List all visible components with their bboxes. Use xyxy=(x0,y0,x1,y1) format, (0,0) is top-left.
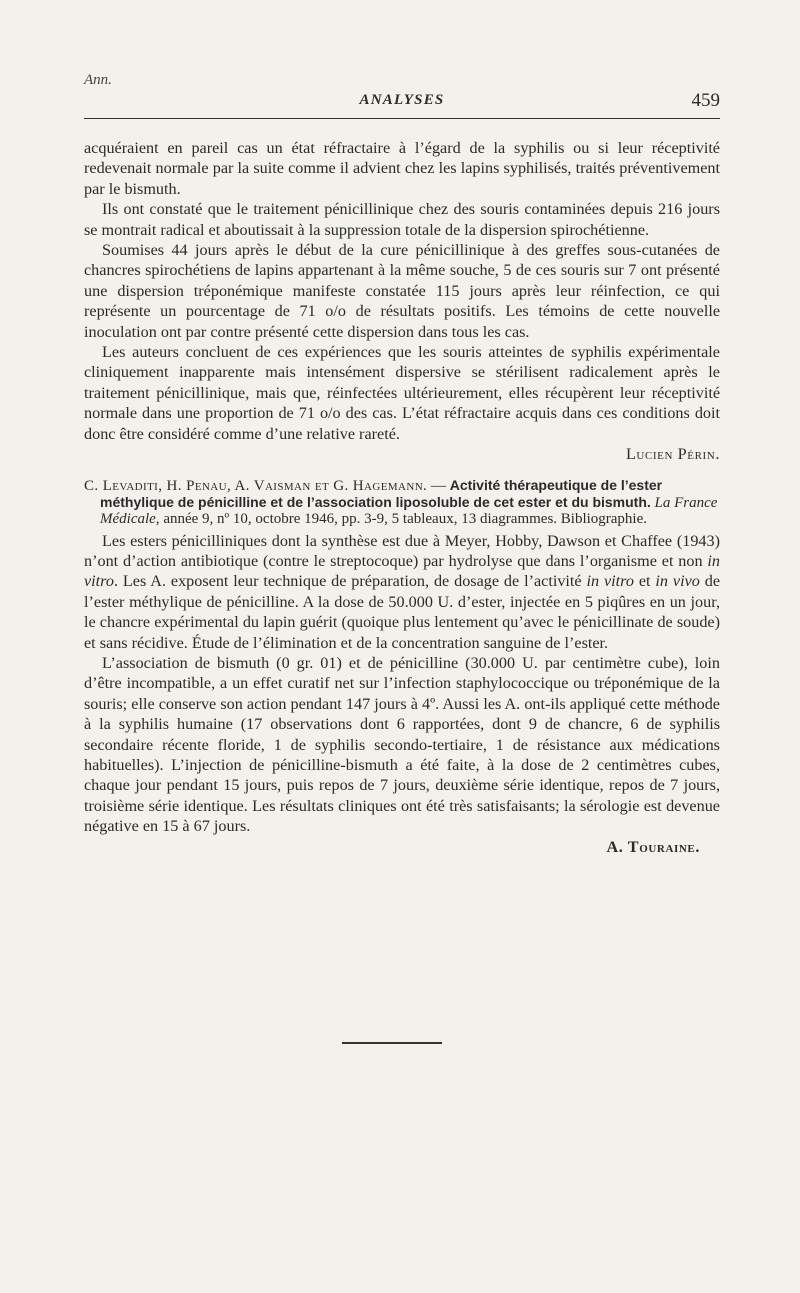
page-number: 459 xyxy=(691,90,720,111)
end-rule xyxy=(342,1042,442,1044)
running-title: ANALYSES xyxy=(359,92,445,108)
review1-signature: Lucien Périn. xyxy=(625,445,720,464)
review2-p1-text-c: et xyxy=(638,572,651,591)
review2-paragraph-1 xyxy=(84,531,720,653)
review1-paragraph-2: Ils ont constaté que le traitement pénicillinique chez des souris contaminées depuis 216 jours se montrait radical et aboutissait à la suppression totale de la dispersion spirochétienne. xyxy=(84,200,720,239)
margin-annotation: Ann. xyxy=(84,72,112,88)
review2-p1-text-a: Les esters pénicilliniques dont la synthèse est due à Meyer, Hobby, Dawson et Chaffee (1943) n’ont d’action antibiotique (contre le streptocoque) par hydrolyse que dans l’organisme et non xyxy=(84,531,720,570)
review2-journal: La France Médicale, xyxy=(100,494,718,527)
review1-paragraph-4: Les auteurs concluent de ces expériences que les souris atteintes de syphilis expérimentale cliniquement inapparente mais intensément dispersive se stérilisent radicalement après le traitement pénicillinique, mais que, réinfectées ultérieurement, elles récupèrent leur réceptivité normale dans une proportion de 71 o/o des cas. L’état réfractaire acquis dans ces conditions doit donc être considéré comme d’une relative rareté. xyxy=(84,343,720,443)
running-header xyxy=(84,90,720,119)
review1-paragraph-3: Soumises 44 jours après le début de la cure pénicillinique à des greffes sous-cutanées de chancres spirochétiens de lapins appartenant à la même souche, 5 de ces souris sur 7 ont présenté une dispersion tréponémique manifeste constatée 115 jours après leur réinfection, ce qui représente un pourcentage de 71 o/o de résultats positifs. Les témoins de cette nouvelle inoculation ont par contre présenté cette dispersion dans tous les cas. xyxy=(84,241,720,341)
review2-p1-in-vivo: in vivo xyxy=(655,572,700,591)
review2-article-title: Activité thérapeutique de l’ester méthylique de pénicilline et de l’association liposoluble de cet ester et du bismuth. xyxy=(100,476,663,510)
review2-authors: C. Levaditi, H. Penau, A. Vaisman et G. Hagemann. xyxy=(84,477,428,494)
review2-signature: A. Touraine. xyxy=(606,837,700,856)
review2-citation: année 9, nº 10, octobre 1946, pp. 3-9, 5 tableaux, 13 diagrammes. Bibliographie. xyxy=(163,510,648,527)
review2-p1-text-b: . Les A. exposent leur technique de préparation, de dosage de l’activité xyxy=(113,572,582,591)
review1-paragraph-1: acquéraient en pareil cas un état réfractaire à l’égard de la syphilis ou si leur réceptivité redevenait normale par la suite comme il advient chez les lapins syphilisés, traités préventivement par le bismuth. xyxy=(84,139,720,198)
review2-p1-in-vitro: in vitro xyxy=(84,551,720,591)
review2-bibliographic-entry xyxy=(84,477,720,527)
body-text xyxy=(84,138,720,857)
review2-paragraph-2: L’association de bismuth (0 gr. 01) et de pénicilline (30.000 U. par centimètre cube), loin d’être incompatible, a un effet curatif net sur l’infection staphylococcique ou tréponémique de la souris; elle conserve son action pendant 147 jours à 4º. Aussi les A. ont-ils appliqué cette méthode à la syphilis humaine (17 observations dont 6 rapportées, dont 9 de chancre, 6 de syphilis secondaire récente floride, 1 de syphilis secondo-tertiaire, 1 de résistance aux médications habituelles). L’injection de pénicilline-bismuth a été faite, à la dose de 2 centimètres cubes, chaque jour pendant 15 jours, puis repos de 7 jours, deuxième série identique, repos de 7 jours, troisième série identique. Les résultats cliniques ont été très satisfaisants; la sérologie est devenue négative en 15 à 67 jours. xyxy=(84,653,720,836)
review2-p1-text-d: de l’ester méthylique de pénicilline. A la dose de 50.000 U. d’ester, injectée en 5 piqûres en un jour, le chancre expérimental du lapin guérit (quoique plus lentement qu’avec le pénicillinate de soude) et sans récidive. Étude de l’élimination et de la concentration sanguine de l’ester. xyxy=(84,572,721,652)
review2-p1-in-vitro-2: in vitro xyxy=(586,572,634,591)
review2-dash: — xyxy=(430,477,446,494)
